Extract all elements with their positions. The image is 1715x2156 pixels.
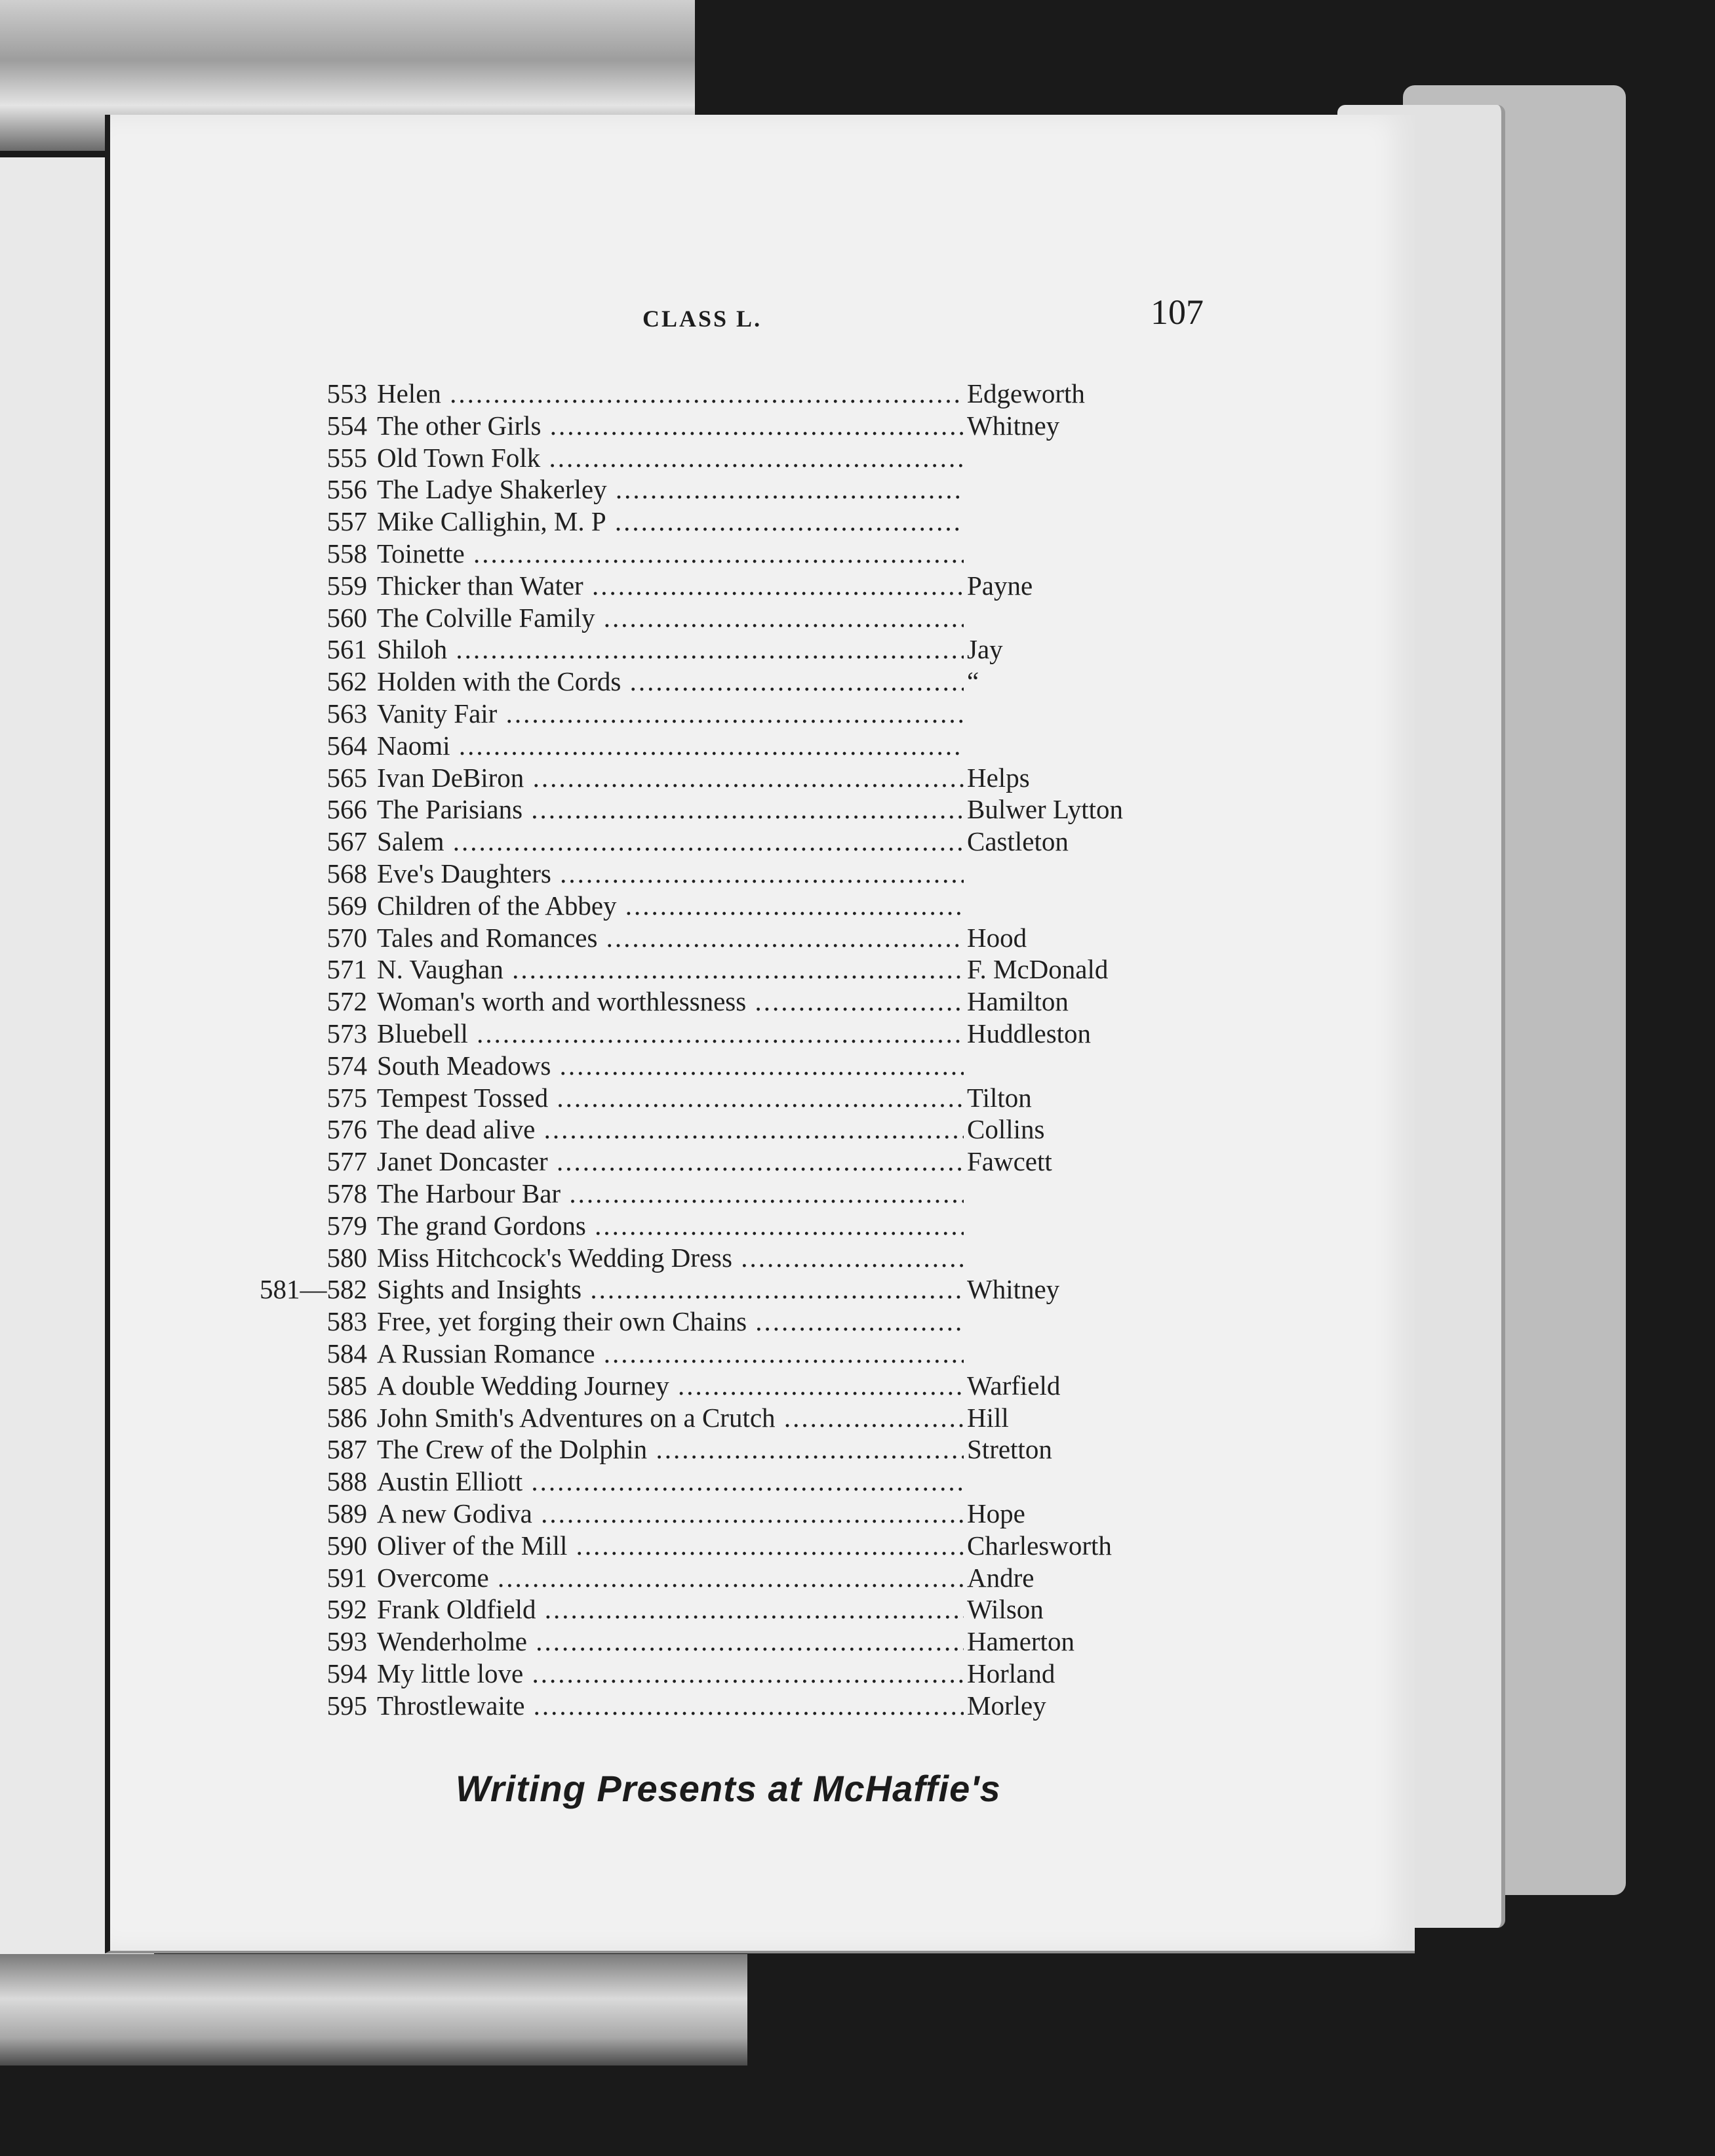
page-number: 107 [1151, 292, 1204, 332]
catalog-entry [0, 697, 1246, 730]
catalog-entry [0, 1625, 1246, 1658]
catalog-entry [0, 473, 1246, 506]
entry-number: 570 [326, 922, 367, 953]
entry-author: Hood [967, 922, 1027, 953]
entry-number: 576 [326, 1114, 367, 1145]
catalog-entry [0, 1657, 1246, 1690]
catalog-entry [0, 1241, 1246, 1274]
catalog-entry [0, 1561, 1246, 1594]
entry-number: 573 [326, 1018, 367, 1048]
catalog-entry [0, 1305, 1246, 1338]
entry-author: Whitney [967, 1274, 1060, 1305]
entry-title: The Colville Family ..... [377, 601, 964, 634]
entry-number: 563 [326, 698, 367, 729]
entry-title: Bluebell ..... [377, 1017, 964, 1050]
entry-number: 555 [326, 442, 367, 473]
entry-title: Free, yet forging their own Chains ..... [377, 1305, 964, 1338]
catalog-entry [0, 569, 1246, 602]
entry-author: Hope [967, 1498, 1025, 1528]
entry-author: Andre [967, 1562, 1035, 1593]
entry-number: 583 [326, 1306, 367, 1337]
entry-number: 584 [326, 1338, 367, 1368]
entry-title: A Russian Romance ..... [377, 1337, 964, 1370]
entry-number: 591 [326, 1562, 367, 1593]
entry-title: The Crew of the Dolphin ..... [377, 1433, 964, 1466]
entry-title: Miss Hitchcock's Wedding Dress ..... [377, 1241, 964, 1274]
catalog-entry [0, 601, 1246, 634]
entry-author: Morley [967, 1690, 1046, 1721]
catalog-entry [0, 409, 1246, 442]
entry-number: 575 [326, 1082, 367, 1113]
catalog-entry [0, 1369, 1246, 1402]
catalog-entry [0, 1593, 1246, 1626]
entry-author: Huddleston [967, 1018, 1092, 1048]
entry-author: Wilson [967, 1594, 1044, 1625]
entry-author: Edgeworth [967, 378, 1085, 409]
entry-title: Children of the Abbey ..... [377, 889, 964, 922]
entry-title: The Parisians ..... [377, 793, 964, 826]
entry-number: 565 [326, 762, 367, 793]
catalog-entry [0, 377, 1246, 410]
entry-number: 568 [326, 858, 367, 888]
entry-number: 566 [326, 794, 367, 825]
entry-title: Shiloh ..... [377, 633, 964, 666]
catalog-entry [0, 985, 1246, 1018]
entry-title: Salem ..... [377, 825, 964, 858]
entry-number: 559 [326, 570, 367, 601]
entry-number: 572 [326, 986, 367, 1017]
catalog-entry [0, 1433, 1246, 1466]
entry-title: Wenderholme ..... [377, 1625, 964, 1658]
entry-title: Austin Elliott ..... [377, 1465, 964, 1498]
catalog-entry [0, 1145, 1246, 1178]
entry-number: 592 [326, 1594, 367, 1625]
catalog-entry [0, 1497, 1246, 1530]
entry-title: A new Godiva ..... [377, 1497, 964, 1530]
entry-number: 589 [326, 1498, 367, 1528]
entry-author: Whitney [967, 410, 1060, 441]
entry-title: Woman's worth and worthlessness ..... [377, 985, 964, 1018]
catalog-entry [0, 953, 1246, 986]
entry-title: Toinette ..... [377, 537, 964, 570]
background-fabric-bottom [0, 1954, 747, 2066]
entry-title: Sights and Insights ..... [377, 1273, 964, 1306]
entry-title: Mike Callighin, M. P ..... [377, 505, 964, 538]
entry-number: 588 [326, 1466, 367, 1497]
entry-number: 571 [326, 954, 367, 985]
entry-number: 562 [326, 666, 367, 697]
entry-title: Ivan DeBiron ..... [377, 761, 964, 794]
catalog-entry [0, 1529, 1246, 1562]
entry-title: Holden with the Cords ..... [377, 665, 964, 698]
catalog-entry [0, 1465, 1246, 1498]
entry-title: John Smith's Adventures on a Crutch ..... [377, 1401, 964, 1434]
entry-author: Collins [967, 1114, 1045, 1145]
entry-number: 581—582 [260, 1274, 367, 1305]
catalog-entry [0, 1273, 1246, 1306]
entry-author: F. McDonald [967, 954, 1109, 985]
entry-number: 574 [326, 1050, 367, 1081]
entry-title: Naomi ..... [377, 729, 964, 762]
catalog-entry [0, 921, 1246, 954]
entry-number: 561 [326, 634, 367, 665]
catalog-entry [0, 505, 1246, 538]
catalog-entry [0, 857, 1246, 890]
catalog-entry [0, 537, 1246, 570]
entry-title: Frank Oldfield ..... [377, 1593, 964, 1626]
catalog-entry [0, 889, 1246, 922]
entry-number: 567 [326, 826, 367, 857]
catalog-entry [0, 1113, 1246, 1146]
catalog-entry [0, 1081, 1246, 1114]
entry-title: Helen ..... [377, 377, 964, 410]
entry-number: 593 [326, 1626, 367, 1657]
entry-title: A double Wedding Journey ..... [377, 1369, 964, 1402]
entry-title: Overcome ..... [377, 1561, 964, 1594]
entry-number: 556 [326, 474, 367, 505]
entry-author: Hill [967, 1402, 1009, 1433]
catalog-entry [0, 729, 1246, 762]
entry-title: The Ladye Shakerley ..... [377, 473, 964, 506]
section-heading: CLASS L. [642, 306, 762, 332]
entry-title: Janet Doncaster ..... [377, 1145, 964, 1178]
entry-title: Tales and Romances ..... [377, 921, 964, 954]
catalog-entry [0, 761, 1246, 794]
catalog-entry [0, 1049, 1246, 1082]
entry-title: Eve's Daughters ..... [377, 857, 964, 890]
catalog-entry [0, 1689, 1246, 1722]
entry-author: “ [967, 666, 979, 697]
footer-advertisement: Writing Presents at McHaffie's [456, 1768, 1001, 1809]
entry-number: 578 [326, 1178, 367, 1208]
entry-number: 587 [326, 1434, 367, 1465]
entry-number: 577 [326, 1146, 367, 1177]
catalog-entry [0, 441, 1246, 474]
catalog-entry [0, 1017, 1246, 1050]
entry-number: 569 [326, 890, 367, 921]
catalog-entry [0, 1177, 1246, 1210]
catalog-entry [0, 1401, 1246, 1434]
entry-number: 586 [326, 1402, 367, 1433]
entry-title: The grand Gordons ..... [377, 1209, 964, 1242]
entry-author: Bulwer Lytton [967, 794, 1124, 825]
entry-number: 564 [326, 730, 367, 761]
entry-number: 558 [326, 538, 367, 569]
entry-title: Old Town Folk ..... [377, 441, 964, 474]
entry-author: Castleton [967, 826, 1069, 857]
entry-number: 585 [326, 1370, 367, 1401]
entry-title: Oliver of the Mill ..... [377, 1529, 964, 1562]
entry-title: Throstlewaite ..... [377, 1689, 964, 1722]
entry-title: Tempest Tossed ..... [377, 1081, 964, 1114]
entry-author: Helps [967, 762, 1030, 793]
entry-title: South Meadows ..... [377, 1049, 964, 1082]
entry-title: The dead alive ..... [377, 1113, 964, 1146]
entry-author: Warfield [967, 1370, 1061, 1401]
entry-title: Thicker than Water ..... [377, 569, 964, 602]
entry-number: 553 [326, 378, 367, 409]
entry-author: Hamilton [967, 986, 1069, 1017]
entry-author: Jay [967, 634, 1003, 665]
entry-author: Stretton [967, 1434, 1052, 1465]
catalog-entry [0, 665, 1246, 698]
catalog-entry [0, 1337, 1246, 1370]
entry-number: 580 [326, 1242, 367, 1273]
entry-number: 579 [326, 1210, 367, 1241]
catalog-entry [0, 1209, 1246, 1242]
entry-number: 590 [326, 1530, 367, 1561]
catalog-entry [0, 793, 1246, 826]
entry-number: 595 [326, 1690, 367, 1721]
entry-number: 557 [326, 506, 367, 537]
entry-author: Fawcett [967, 1146, 1052, 1177]
entry-author: Payne [967, 570, 1033, 601]
entry-title: N. Vaughan ..... [377, 953, 964, 986]
entry-title: The other Girls ..... [377, 409, 964, 442]
entry-title: My little love ..... [377, 1657, 964, 1690]
entry-title: Vanity Fair ..... [377, 697, 964, 730]
entry-author: Tilton [967, 1082, 1032, 1113]
entry-author: Hamerton [967, 1626, 1074, 1657]
entry-title: The Harbour Bar ..... [377, 1177, 964, 1210]
entry-number: 554 [326, 410, 367, 441]
entry-author: Horland [967, 1658, 1055, 1688]
catalog-entry [0, 825, 1246, 858]
entry-author: Charlesworth [967, 1530, 1112, 1561]
entry-number: 560 [326, 602, 367, 633]
entry-number: 594 [326, 1658, 367, 1688]
catalog-entry [0, 633, 1246, 666]
